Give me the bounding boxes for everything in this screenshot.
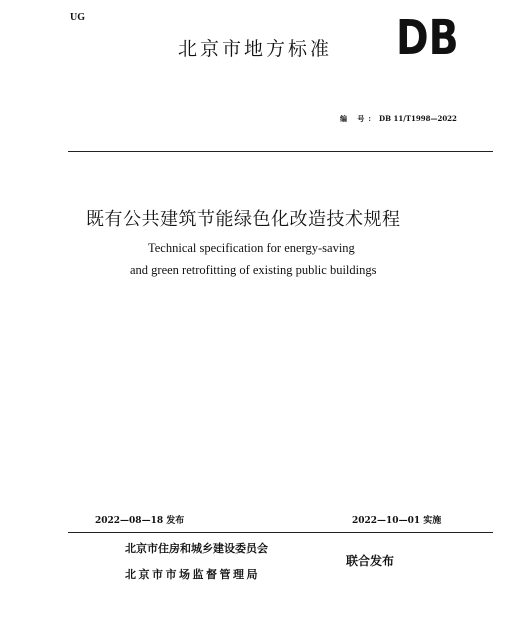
issuer-housing-commission: 北京市住房和城乡建设委员会 [125,542,268,555]
title-english-line2: and green retrofitting of existing public buildings [130,263,377,277]
issuer-market-regulation: 北京市市场监督管理局 [125,568,260,581]
standard-number-value: DB 11/T1998—2022 [379,114,457,123]
code-tag: UG [70,12,85,23]
standard-type-heading: 北京市地方标准 [178,38,333,60]
standard-number-label: 编 号: [340,114,376,123]
issue-date: 2022—08—18 发布 [95,516,185,526]
implementation-date: 2022—10—01 实施 [352,516,442,526]
title-english-line1: Technical specification for energy-saving [148,241,355,255]
joint-release-label: 联合发布 [346,554,395,568]
standard-number [340,114,457,124]
top-divider [68,151,493,152]
db-mark: DB [396,10,459,66]
title-chinese: 既有公共建筑节能绿色化改造技术规程 [86,209,401,230]
bottom-divider [68,532,493,533]
